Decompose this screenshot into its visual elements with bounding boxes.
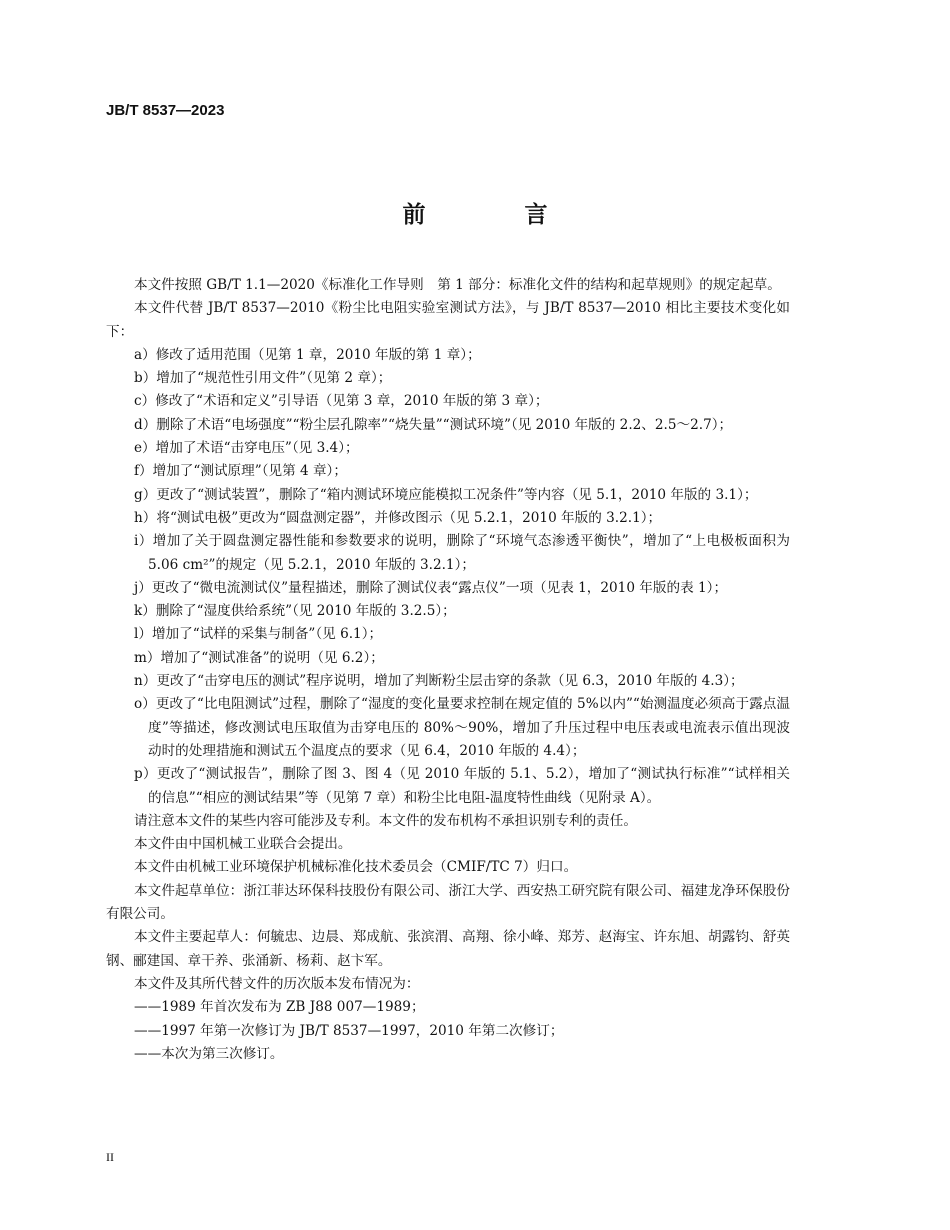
paragraph-drafting-units: 本文件起草单位：浙江菲达环保科技股份有限公司、浙江大学、西安热工研究院有限公司、福建龙净环保股份有限公司。 — [106, 882, 790, 923]
paragraph-history-intro: 本文件及其所代替文件的历次版本发布情况为： — [134, 975, 420, 992]
list-item: h）将“测试电极”更改为“圆盘测定器”，并修改图示（见 5.2.1，2010 年版的 3.2.1）； — [134, 509, 662, 526]
list-item: d）删除了术语“电场强度”“粉尘层孔隙率”“烧失量”“测试环境”（见 2010 年版的 2.2、2.5～2.7）； — [134, 416, 733, 433]
history-item: ——1997 年第一次修订为 JB/T 8537—1997，2010 年第二次修订； — [134, 1022, 564, 1039]
list-item: a）修改了适用范围（见第 1 章，2010 年版的第 1 章）； — [134, 346, 481, 363]
list-item: b）增加了“规范性引用文件”（见第 2 章）； — [134, 370, 392, 387]
list-item: l）增加了“试样的采集与制备”（见 6.1）； — [134, 626, 383, 643]
list-item: f）增加了“测试原理”（见第 4 章）； — [134, 463, 347, 480]
page-title: 前 言 — [402, 202, 586, 228]
list-item: m）增加了“测试准备”的说明（见 6.2）； — [134, 649, 384, 666]
page-number: II — [106, 1150, 114, 1164]
list-item: c）修改了“术语和定义”引导语（见第 3 章，2010 年版的第 3 章）； — [134, 393, 549, 410]
history-list — [106, 996, 790, 1066]
list-item: i）增加了关于圆盘测定器性能和参数要求的说明，删除了“环境气态渗透平衡快”，增加了“上电极板面积为 5.06 cm²”的规定（见 5.2.1，2010 年版的 3.2.1）； — [134, 533, 790, 573]
foreword-body — [106, 274, 790, 1066]
history-item: ——本次为第三次修订。 — [134, 1045, 284, 1062]
list-item: n）更改了“击穿电压的测试”程序说明，增加了判断粉尘层击穿的条款（见 6.3，2010 年版的 4.3）； — [134, 673, 744, 690]
list-item: e）增加了术语“击穿电压”（见 3.4）； — [134, 440, 359, 457]
list-item: o）更改了“比电阻测试”过程，删除了“湿度的变化量要求控制在规定值的 5%以内”“始测温度必须高于露点温度”等描述，修改测试电压取值为击穿电压的 80%～90%，增加了升压过程中电压表或电流表示值出现波动时的处理措施和测试五个温度点的要求（见 6.4，2010 年版的 4.4）； — [134, 696, 790, 759]
paragraph-drafters: 本文件主要起草人：何毓忠、边晨、郑成航、张滨渭、高翔、徐小峰、郑芳、赵海宝、许东旭、胡露钧、舒英钢、郦建国、章干养、张涌新、杨莉、赵卞军。 — [106, 929, 790, 969]
paragraph-drafting-rules: 本文件按照 GB/T 1.1—2020《标准化工作导则 第 1 部分：标准化文件的结构和起草规则》的规定起草。 — [134, 277, 781, 293]
standard-code: JB/T 8537—2023 — [106, 102, 225, 119]
paragraph-patent-notice: 请注意本文件的某些内容可能涉及专利。本文件的发布机构不承担识别专利的责任。 — [134, 812, 637, 829]
list-item: p）更改了“测试报告”，删除了图 3、图 4（见 2010 年版的 5.1、5.2），增加了“测试执行标准”“试样相关的信息”“相应的测试结果”等（见第 7 章）和粉尘比电阻-温度特性曲线（见附录 A）。 — [134, 766, 790, 806]
list-item: g）更改了“测试装置”，删除了“箱内测试环境应能模拟工况条件”等内容（见 5.1，2010 年版的 3.1）； — [134, 486, 758, 503]
changes-list — [106, 344, 790, 810]
paragraph-replacement: 本文件代替 JB/T 8537—2010《粉尘比电阻实验室测试方法》，与 JB/T 8537—2010 相比主要技术变化如下： — [106, 300, 790, 340]
paragraph-committee: 本文件由机械工业环境保护机械标准化技术委员会（CMIF/TC 7）归口。 — [134, 859, 578, 876]
list-item: j）更改了“微电流测试仪”量程描述，删除了测试仪表“露点仪”一项（见表 1，2010 年版的表 1）； — [134, 579, 728, 596]
history-item: ——1989 年首次发布为 ZB J88 007—1989； — [134, 999, 425, 1016]
paragraph-proposer: 本文件由中国机械工业联合会提出。 — [134, 836, 352, 853]
list-item: k）删除了“湿度供给系统”（见 2010 年版的 3.2.5）； — [134, 603, 456, 620]
